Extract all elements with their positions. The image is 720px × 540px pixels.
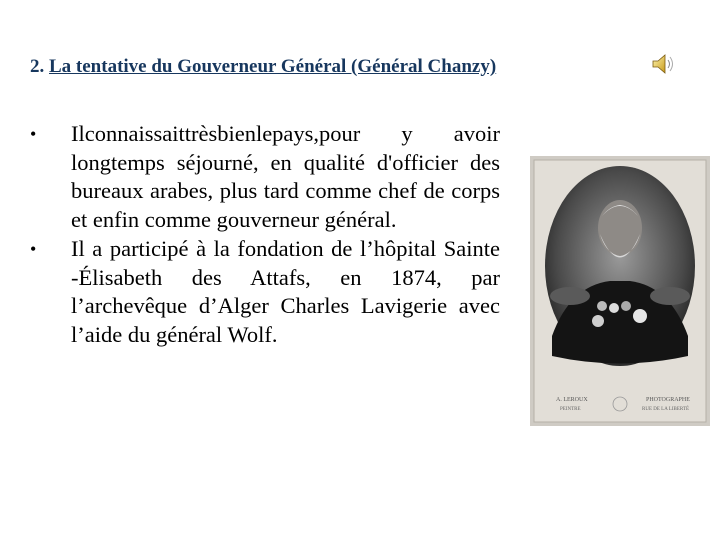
- photo-address: RUE DE LA LIBERTÉ: [642, 407, 690, 412]
- bullet-text: Ilconnaissaittrèsbienlepays,pour y avoir longtemps séjourné, en qualité d'officier des bureaux arabes, plus tard comme chef de corps et enfin comme gouverneur général.: [71, 121, 500, 233]
- photo-studio: A. LEROUX: [556, 397, 588, 403]
- bullet-marker: •: [30, 124, 37, 144]
- bullet-item: [30, 120, 500, 235]
- title-number: 2.: [30, 56, 45, 77]
- bullet-marker: •: [30, 238, 37, 259]
- bullet-list: [30, 120, 500, 350]
- bullet-text: Il a participé à la fondation de l’hôpital Sainte -Élisabeth des Attafs, en 1874, par l’archevêque d’Alger Charles Lavigerie avec l’aide du général Wolf.: [71, 235, 500, 347]
- portrait-photo: [530, 156, 710, 426]
- bullet-item: [30, 235, 500, 350]
- slide-title: [30, 56, 496, 78]
- title-link[interactable]: La tentative du Gouverneur Général (Général Chanzy): [49, 56, 497, 77]
- photo-studio-type: PHOTOGRAPHE: [646, 397, 690, 403]
- speaker-icon[interactable]: [650, 52, 678, 76]
- photo-studio-role: PEINTRE: [560, 407, 581, 412]
